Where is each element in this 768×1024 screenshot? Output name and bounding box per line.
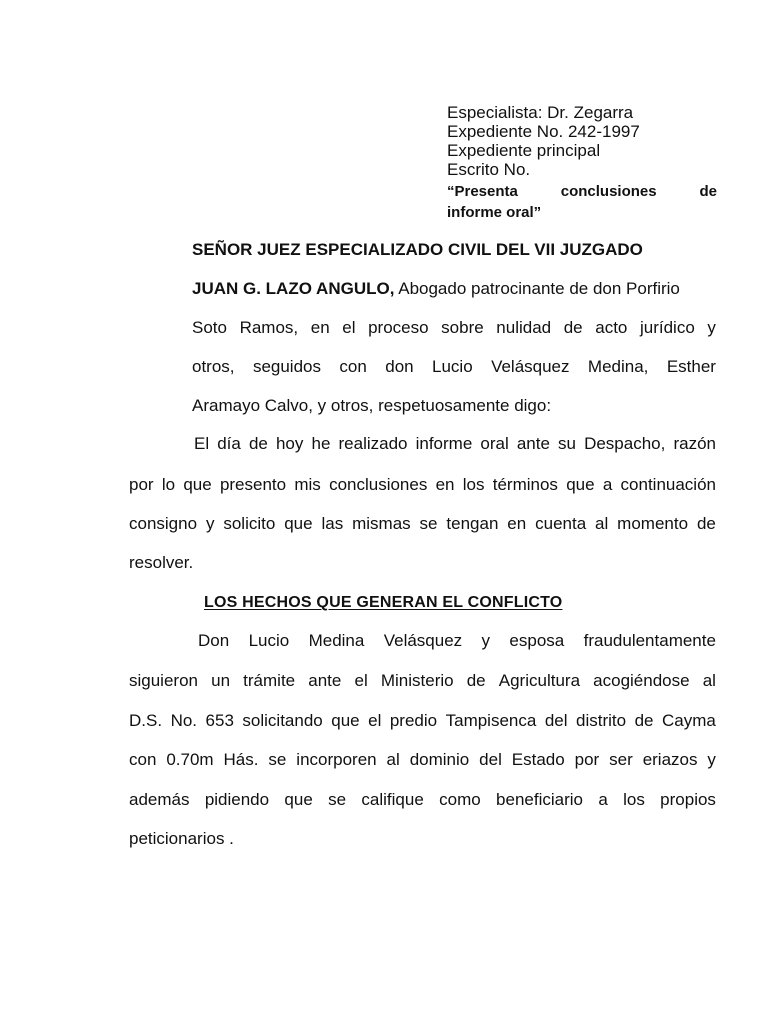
word: Medina xyxy=(308,631,365,650)
word: lo xyxy=(161,475,176,494)
word: tengan xyxy=(446,514,499,533)
word: No. xyxy=(170,711,198,730)
word: por xyxy=(129,475,154,494)
word: un xyxy=(211,671,231,690)
word: conclusiones xyxy=(329,475,428,494)
word: Lucio xyxy=(432,357,473,376)
word: Velásquez xyxy=(383,631,463,650)
word: continuación xyxy=(620,475,716,494)
word: términos xyxy=(492,475,558,494)
word: hoy xyxy=(275,434,304,453)
intro-line-3 xyxy=(192,357,716,377)
paragraph2-line-2 xyxy=(129,671,716,691)
word: D.S. xyxy=(129,711,163,730)
word: acogiéndose xyxy=(593,671,690,690)
word: otros, xyxy=(192,357,235,376)
intro-line-1-rest: Abogado patrocinante de don Porfirio xyxy=(398,279,680,298)
word: informe xyxy=(415,434,473,453)
word: en xyxy=(435,475,455,494)
word: Velásquez xyxy=(491,357,570,376)
word: El xyxy=(194,434,210,453)
section-heading: LOS HECHOS QUE GENERAN EL CONFLICTO xyxy=(204,594,563,611)
word: nulidad xyxy=(496,318,552,337)
paragraph1-line-4: resolver. xyxy=(129,553,194,572)
word: eriazos xyxy=(642,750,698,769)
word: realizado xyxy=(338,434,408,453)
expediente-principal-line: Expediente principal xyxy=(447,141,601,160)
word: de xyxy=(466,671,486,690)
word: Don xyxy=(198,631,230,650)
word: dominio xyxy=(409,750,470,769)
word: que xyxy=(331,711,360,730)
word: Esther xyxy=(666,357,716,376)
word: oral xyxy=(480,434,509,453)
word: con xyxy=(129,750,157,769)
word: como xyxy=(439,790,481,809)
word: ante xyxy=(308,671,342,690)
word: que xyxy=(183,475,212,494)
word: que xyxy=(284,514,313,533)
word: solicito xyxy=(223,514,276,533)
word: propios xyxy=(660,790,716,809)
word: además xyxy=(129,790,190,809)
word: ser xyxy=(609,750,633,769)
word: a xyxy=(598,790,608,809)
word: Agricultura xyxy=(498,671,581,690)
case-header xyxy=(447,103,717,223)
word: trámite xyxy=(243,671,296,690)
word: a xyxy=(602,475,613,494)
word: consigno xyxy=(129,514,198,533)
word: con xyxy=(339,357,367,376)
paragraph1-line-2 xyxy=(129,475,716,495)
expediente-line: Expediente No. 242-1997 xyxy=(447,122,640,141)
word: cuenta xyxy=(535,514,587,533)
word: acto xyxy=(595,318,628,337)
title-line-1 xyxy=(447,181,717,202)
word: 653 xyxy=(205,711,234,730)
word: el xyxy=(342,318,356,337)
word: y xyxy=(205,514,215,533)
word: seguidos xyxy=(252,357,321,376)
word: día xyxy=(217,434,241,453)
word: jurídico xyxy=(639,318,695,337)
word: siguieron xyxy=(129,671,198,690)
word: don xyxy=(385,357,414,376)
word: Medina, xyxy=(587,357,649,376)
escrito-line: Escrito No. xyxy=(447,160,531,179)
word: solicitando xyxy=(242,711,323,730)
word: sobre xyxy=(441,318,484,337)
especialista-line: Especialista: Dr. Zegarra xyxy=(447,103,634,122)
word: Hás. xyxy=(223,750,259,769)
word: al xyxy=(702,671,716,690)
word: de xyxy=(699,183,717,200)
word: y xyxy=(707,750,716,769)
word: conclusiones xyxy=(560,183,657,200)
word: Soto xyxy=(192,318,227,337)
word: de xyxy=(563,318,583,337)
word: de xyxy=(248,434,268,453)
word: que xyxy=(566,475,595,494)
addressee-line: SEÑOR JUEZ ESPECIALIZADO CIVIL DEL VII JUZGADO xyxy=(192,240,643,259)
word: predio xyxy=(389,711,438,730)
word: proceso xyxy=(368,318,429,337)
intro-line-2 xyxy=(192,318,716,338)
word: 0.70m xyxy=(166,750,214,769)
word: mismas xyxy=(352,514,411,533)
word: del xyxy=(544,711,568,730)
word: de xyxy=(634,711,654,730)
word: incorporen xyxy=(296,750,377,769)
word: el xyxy=(368,711,382,730)
intro-line-1 xyxy=(192,279,716,299)
word: distrito xyxy=(576,711,627,730)
word: que xyxy=(284,790,313,809)
word: su xyxy=(558,434,576,453)
intro-line-4: Aramayo Calvo, y otros, respetuosamente digo: xyxy=(192,396,552,415)
word: califique xyxy=(361,790,424,809)
word: Lucio xyxy=(248,631,290,650)
word: fraudulentamente xyxy=(583,631,716,650)
paragraph2-line-4 xyxy=(129,750,716,770)
paragraph2-line-5 xyxy=(129,790,716,810)
word: se xyxy=(328,790,347,809)
word: Cayma xyxy=(662,711,716,730)
word: los xyxy=(623,790,645,809)
word: los xyxy=(462,475,485,494)
word: y xyxy=(707,318,716,337)
document-title xyxy=(447,181,717,223)
word: esposa xyxy=(509,631,565,650)
paragraph1-line-3 xyxy=(129,514,716,534)
word: al xyxy=(595,514,609,533)
word: al xyxy=(386,750,400,769)
word: razón xyxy=(673,434,716,453)
author-name: JUAN G. LAZO ANGULO, xyxy=(192,279,395,298)
word: pidiendo xyxy=(204,790,270,809)
word: “Presenta xyxy=(447,183,518,200)
paragraph2-line-3 xyxy=(129,711,716,731)
word: Ramos, xyxy=(239,318,299,337)
word: Tampisenca xyxy=(445,711,537,730)
word: Estado xyxy=(511,750,565,769)
word: momento xyxy=(617,514,689,533)
word: del xyxy=(479,750,502,769)
word: ante xyxy=(516,434,550,453)
word: Ministerio xyxy=(380,671,454,690)
word: y xyxy=(481,631,491,650)
word: en xyxy=(507,514,527,533)
word: en xyxy=(310,318,330,337)
word: mis xyxy=(294,475,321,494)
word: presento xyxy=(219,475,287,494)
word: he xyxy=(311,434,331,453)
word: por xyxy=(574,750,600,769)
title-line-2: informe oral” xyxy=(447,204,542,221)
word: el xyxy=(354,671,368,690)
word: Despacho, xyxy=(584,434,666,453)
word: las xyxy=(321,514,344,533)
paragraph1-line-1 xyxy=(194,434,716,454)
word: se xyxy=(419,514,438,533)
paragraph2-line-1 xyxy=(198,631,716,651)
word: beneficiario xyxy=(496,790,583,809)
word: de xyxy=(696,514,716,533)
paragraph2-line-6: peticionarios . xyxy=(129,829,234,848)
word: se xyxy=(268,750,287,769)
